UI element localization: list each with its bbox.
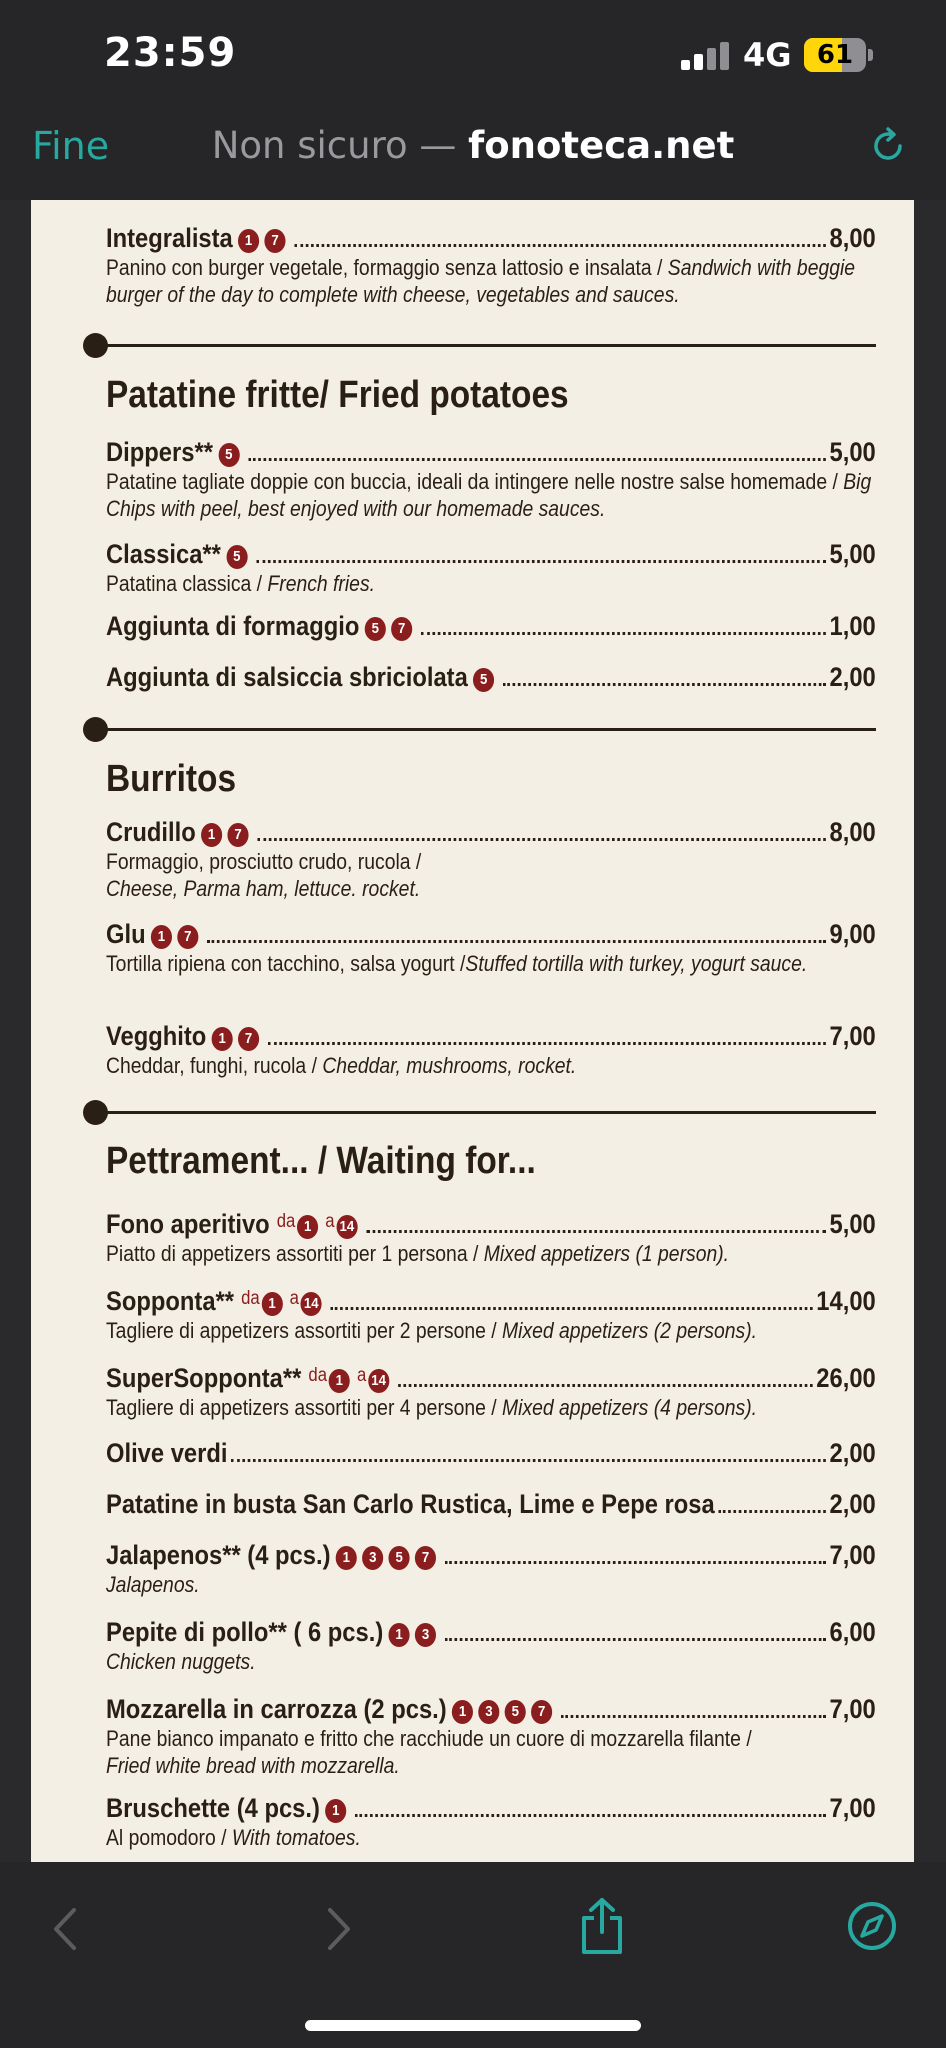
item-description: Tortilla ripiena con tacchino, salsa yogurt /Stuffed tortilla with turkey, yogurt sauce. <box>106 951 808 976</box>
dot-leader <box>421 632 826 635</box>
dot-leader <box>256 560 826 563</box>
item-description: Al pomodoro / With tomatoes. <box>106 1825 361 1850</box>
dot-leader <box>231 1459 826 1462</box>
menu-page <box>31 200 914 1862</box>
allergen-badge: 7 <box>391 617 412 641</box>
menu-item <box>106 1360 876 1421</box>
menu-item <box>106 1206 876 1267</box>
item-price: 2,00 <box>829 1438 876 1468</box>
item-description: Cheddar, funghi, rucola / Cheddar, mushrooms, rocket. <box>106 1053 577 1078</box>
dot-leader <box>294 244 826 247</box>
item-price: 7,00 <box>829 1694 876 1724</box>
allergen-badges <box>218 436 244 468</box>
item-name: Vegghito <box>106 1021 207 1051</box>
item-price: 2,00 <box>829 1489 876 1519</box>
menu-item <box>106 661 876 693</box>
menu-item <box>106 222 876 308</box>
allergen-badge: 1 <box>151 925 172 949</box>
dot-leader <box>366 1230 826 1233</box>
allergen-badge: 3 <box>478 1700 499 1724</box>
allergen-badge: 5 <box>473 668 494 692</box>
menu-item <box>106 816 876 902</box>
allergen-range: $^{da}$ 1 $^a$ 14 <box>307 1360 395 1394</box>
section-title: Patatine fritte/ Fried potatoes <box>106 374 569 416</box>
menu-item <box>106 610 876 642</box>
item-price: 1,00 <box>829 611 876 641</box>
menu-item <box>106 1488 876 1520</box>
item-price: 6,00 <box>829 1617 876 1647</box>
item-price: 8,00 <box>829 223 876 253</box>
allergen-badge: 5 <box>218 443 239 467</box>
allergen-badge: 1 <box>238 229 259 253</box>
section-title: Burritos <box>106 758 237 800</box>
item-price: 5,00 <box>829 539 876 569</box>
allergen-badges <box>389 1616 442 1648</box>
item-name: Pepite di pollo** ( 6 pcs.) <box>106 1617 384 1647</box>
allergen-badges <box>238 222 291 254</box>
allergen-badges <box>365 610 418 642</box>
allergen-badge: 1 <box>336 1546 357 1570</box>
allergen-badge: 1 <box>212 1027 233 1051</box>
allergen-badge: 1 <box>201 823 222 847</box>
item-name: SuperSopponta** <box>106 1363 302 1393</box>
status-time: 23:59 <box>104 30 237 76</box>
item-name: Fono aperitivo <box>106 1209 270 1239</box>
allergen-badges <box>201 816 254 848</box>
item-description: Tagliere di appetizers assortiti per 2 persone / Mixed appetizers (2 persons). <box>106 1318 758 1343</box>
item-description: Panino con burger vegetale, formaggio senza lattosio e insalata / Sandwich with beggie burger of the day to complete with cheese, vegetables and sauces. <box>106 255 856 307</box>
section-divider <box>91 344 876 347</box>
item-name: Olive verdi <box>106 1438 228 1468</box>
item-name: Bruschette (4 pcs.) <box>106 1793 320 1823</box>
allergen-badge: 7 <box>177 925 198 949</box>
cellular-signal-icon <box>681 42 731 70</box>
item-name: Mozzarella in carrozza (2 pcs.) <box>106 1694 447 1724</box>
allergen-badges <box>452 1693 558 1725</box>
home-indicator <box>305 2020 641 2031</box>
allergen-badge: 1 <box>297 1215 318 1239</box>
allergen-badges <box>212 1020 265 1052</box>
item-description: Formaggio, prosciutto crudo, rucola / Cheese, Parma ham, lettuce. rocket. <box>106 849 422 901</box>
allergen-badge: 5 <box>226 545 247 569</box>
dot-leader <box>718 1510 826 1513</box>
allergen-badge: 7 <box>415 1546 436 1570</box>
item-name: Integralista <box>106 223 233 253</box>
web-content[interactable] <box>0 200 946 1862</box>
allergen-badge: 1 <box>325 1799 346 1823</box>
item-name: Sopponta** <box>106 1286 235 1316</box>
item-price: 9,00 <box>829 919 876 949</box>
section-divider <box>91 1111 876 1114</box>
browser-toolbar <box>0 1862 946 2048</box>
status-bar <box>0 0 946 110</box>
network-type: 4G <box>743 36 792 74</box>
address-label[interactable] <box>0 124 946 167</box>
forward-arrow-icon[interactable] <box>318 1904 358 1954</box>
allergen-badge: 5 <box>505 1700 526 1724</box>
item-name: Patatine in busta San Carlo Rustica, Lime e Pepe rosa <box>106 1489 715 1519</box>
item-description: Pane bianco impanato e fritto che racchiude un cuore di mozzarella filante / Fried white bread with mozzarella. <box>106 1726 752 1778</box>
menu-item <box>106 1792 876 1851</box>
allergen-range: $^{da}$ 1 $^a$ 14 <box>239 1283 327 1317</box>
allergen-badge: 5 <box>389 1546 410 1570</box>
allergen-badge: 14 <box>336 1215 357 1239</box>
allergen-badge: 7 <box>264 229 285 253</box>
menu-item <box>106 538 876 597</box>
insecure-label: Non sicuro — <box>211 124 457 167</box>
dot-leader <box>445 1561 826 1564</box>
item-name: Crudillo <box>106 817 196 847</box>
menu-item <box>106 1616 876 1675</box>
dot-leader <box>268 1042 826 1045</box>
battery-percent: 61 <box>816 40 854 70</box>
item-price: 2,00 <box>829 662 876 692</box>
dot-leader <box>207 940 826 943</box>
battery-icon <box>804 38 866 72</box>
item-name: Aggiunta di formaggio <box>106 611 360 641</box>
item-name: Aggiunta di salsiccia sbriciolata <box>106 662 468 692</box>
menu-item <box>106 1283 876 1344</box>
item-name: Jalapenos** (4 pcs.) <box>106 1540 331 1570</box>
allergen-badge: 3 <box>362 1546 383 1570</box>
allergen-badges <box>226 538 252 570</box>
item-description: Jalapenos. <box>106 1572 200 1597</box>
allergen-badges <box>336 1539 442 1571</box>
item-price: 5,00 <box>829 437 876 467</box>
menu-item <box>106 1437 876 1469</box>
allergen-badge: 1 <box>261 1292 282 1316</box>
allergen-badge: 1 <box>329 1369 350 1393</box>
item-price: 7,00 <box>829 1540 876 1570</box>
item-description: Chicken nuggets. <box>106 1649 256 1674</box>
menu-item <box>106 1693 876 1779</box>
menu-item <box>106 1020 876 1079</box>
item-price: 8,00 <box>829 817 876 847</box>
item-description: Patatine tagliate doppie con buccia, ideali da intingere nelle nostre salse homemade / Big Chips with peel, best enjoyed with our homemade sauces. <box>106 469 872 521</box>
dot-leader <box>248 458 826 461</box>
item-name: Dippers** <box>106 437 213 467</box>
done-button[interactable]: Fine <box>32 124 110 168</box>
allergen-badge: 5 <box>365 617 386 641</box>
dot-leader <box>503 683 826 686</box>
menu-item <box>106 918 876 977</box>
share-icon[interactable] <box>578 1896 626 1956</box>
dot-leader <box>445 1638 826 1641</box>
allergen-badge: 7 <box>531 1700 552 1724</box>
item-description: Tagliere di appetizers assortiti per 4 persone / Mixed appetizers (4 persons). <box>106 1395 758 1420</box>
section-title: Pettrament... / Waiting for... <box>106 1140 536 1182</box>
allergen-badges <box>473 661 499 693</box>
allergen-range: $^{da}$ 1 $^a$ 14 <box>275 1206 363 1240</box>
menu-item <box>106 1539 876 1598</box>
item-name: Glu <box>106 919 146 949</box>
dot-leader <box>257 838 826 841</box>
back-arrow-icon[interactable] <box>46 1904 86 1954</box>
allergen-badge: 7 <box>238 1027 259 1051</box>
item-price: 14,00 <box>816 1286 876 1316</box>
compass-icon[interactable] <box>846 1900 898 1952</box>
allergen-badge: 7 <box>227 823 248 847</box>
browser-nav-bar <box>0 110 946 200</box>
menu-item <box>106 436 876 522</box>
domain-label: fonoteca.net <box>468 124 735 167</box>
item-price: 7,00 <box>829 1793 876 1823</box>
reload-icon[interactable] <box>866 124 910 168</box>
allergen-badge: 3 <box>415 1623 436 1647</box>
item-price: 7,00 <box>829 1021 876 1051</box>
section-divider <box>91 728 876 731</box>
allergen-badges <box>325 1792 351 1824</box>
item-description: Piatto di appetizers assortiti per 1 persona / Mixed appetizers (1 person). <box>106 1241 730 1266</box>
allergen-badge: 1 <box>452 1700 473 1724</box>
item-price: 26,00 <box>816 1363 876 1393</box>
item-price: 5,00 <box>829 1209 876 1239</box>
allergen-badge: 1 <box>389 1623 410 1647</box>
allergen-badge: 14 <box>301 1292 322 1316</box>
battery-cap <box>868 49 873 61</box>
dot-leader <box>355 1814 826 1817</box>
dot-leader <box>331 1307 813 1310</box>
item-description: Patatina classica / French fries. <box>106 571 376 596</box>
dot-leader <box>398 1384 813 1387</box>
allergen-badge: 14 <box>368 1369 389 1393</box>
dot-leader <box>561 1715 826 1718</box>
item-name: Classica** <box>106 539 221 569</box>
allergen-badges <box>151 918 204 950</box>
